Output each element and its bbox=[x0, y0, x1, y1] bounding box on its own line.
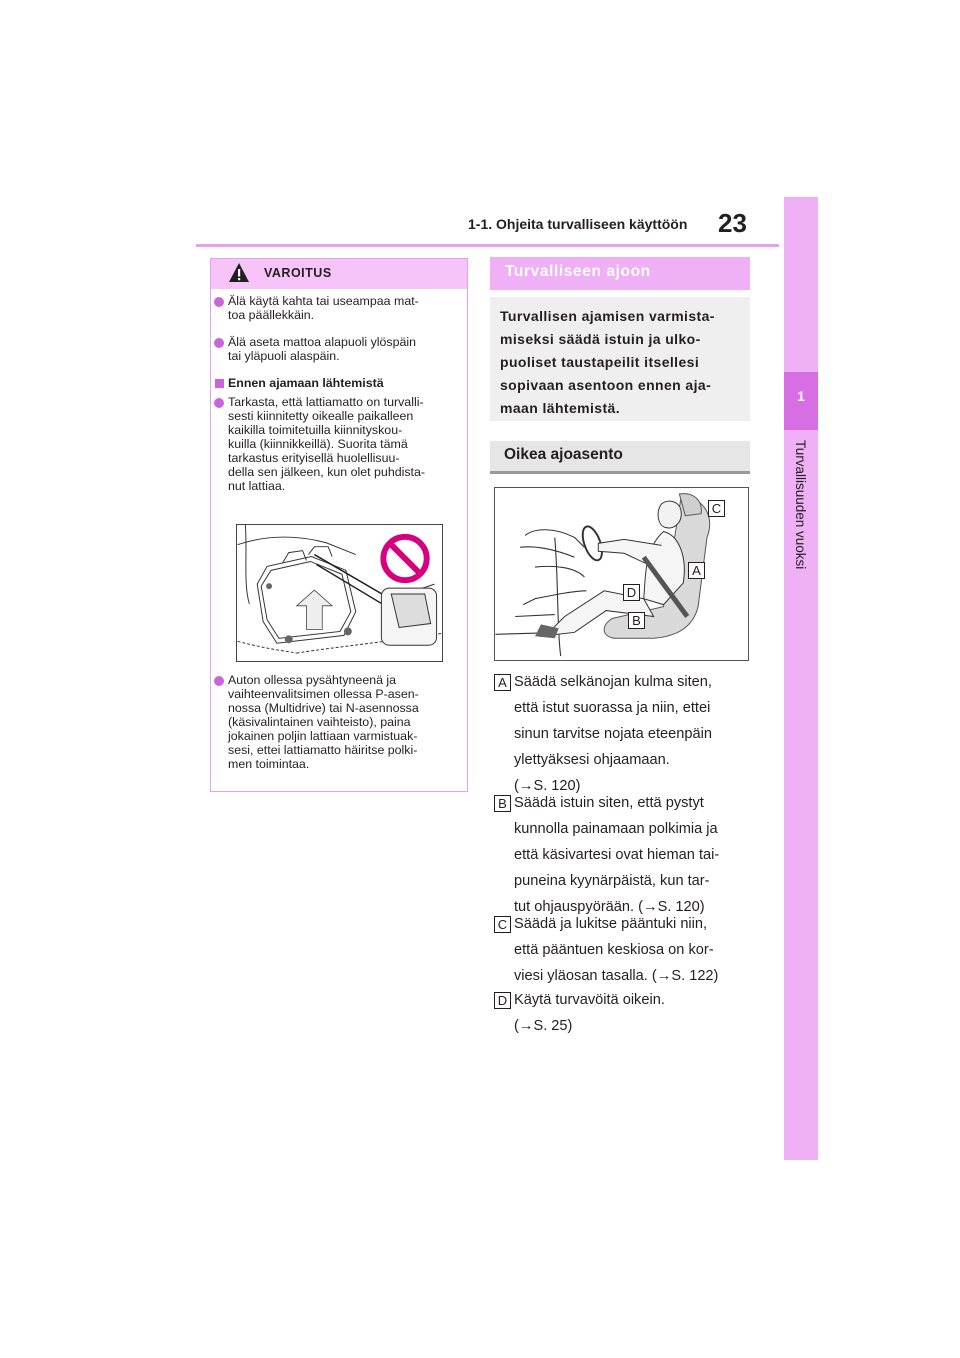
page-number: 23 bbox=[718, 208, 747, 238]
square-bullet-icon bbox=[215, 379, 224, 388]
intro-line-4: sopivaan asentoon ennen aja- bbox=[500, 377, 712, 393]
check-line-2: sesti kiinnitetty oikealle paikalleen bbox=[228, 409, 414, 423]
stop-line-1: Auton ollessa pysähtyneenä ja bbox=[228, 673, 397, 687]
item-d-marker: D bbox=[494, 992, 511, 1009]
check-line-3: kaikilla toimitetuilla kiinnityskou- bbox=[228, 423, 403, 437]
intro-line-2: miseksi säädä istuin ja ulko- bbox=[500, 331, 701, 347]
bullet-icon bbox=[214, 338, 224, 348]
section-title: 1-1. Ohjeita turvalliseen käyttöön bbox=[468, 216, 688, 232]
item-b-line-3: että käsivartesi ovat hieman tai- bbox=[514, 847, 720, 863]
warning-bullet-1-line-1: Älä käytä kahta tai useampaa mat- bbox=[228, 294, 419, 308]
intro-line-3: puoliset taustapeilit itsellesi bbox=[500, 354, 700, 370]
bullet-icon bbox=[214, 676, 224, 686]
item-a-line-4: ylettyäksesi ohjaamaan. bbox=[514, 752, 670, 768]
item-c-line-2: että pääntuen keskiosa on kor- bbox=[514, 942, 714, 958]
drive-heading-text: Turvalliseen ajoon bbox=[505, 263, 651, 280]
intro-line-1: Turvallisen ajamisen varmista- bbox=[500, 308, 715, 324]
intro-text bbox=[500, 305, 745, 420]
stop-line-3: nossa (Multidrive) tai N-asennossa bbox=[228, 701, 419, 715]
item-d-line-1: Käytä turvavöitä oikein. bbox=[514, 992, 665, 1008]
check-line-7: nut lattiaa. bbox=[228, 479, 286, 493]
chapter-number: 1 bbox=[797, 388, 805, 404]
stop-line-2: vaihteenvalitsimen ollessa P-asen- bbox=[228, 687, 419, 701]
warning-subheading: Ennen ajamaan lähtemistä bbox=[228, 376, 384, 390]
chapter-label-container bbox=[765, 440, 837, 640]
bullet-icon bbox=[214, 398, 224, 408]
item-a-line-3: sinun tarvitse nojata eteenpäin bbox=[514, 726, 712, 742]
stop-line-6: sesi, ettei lattiamatto häiritse polki- bbox=[228, 743, 418, 757]
chapter-side-tab bbox=[784, 197, 818, 1160]
item-b-line-5: tut ohjauspyörään. (→S. 120) bbox=[514, 899, 705, 915]
stop-line-7: men toimintaa. bbox=[228, 757, 310, 771]
chapter-label: Turvallisuuden vuoksi bbox=[793, 440, 808, 570]
check-line-4: kuilla (kiinnikkeillä). Suorita tämä bbox=[228, 437, 408, 451]
item-a-line-2: että istut suorassa ja niin, ettei bbox=[514, 700, 711, 716]
figure-label-b: B bbox=[628, 612, 645, 629]
item-c-marker: C bbox=[494, 916, 511, 933]
warning-bullet-2-line-1: Älä aseta mattoa alapuoli ylöspäin bbox=[228, 335, 417, 349]
item-b-line-4: puneina kyynärpäistä, kun tar- bbox=[514, 873, 710, 889]
warning-bullet-1-line-2: toa päällekkäin. bbox=[228, 308, 315, 322]
header-rule bbox=[196, 244, 779, 247]
item-a-line-5: (→S. 120) bbox=[514, 778, 581, 794]
figure-label-a: A bbox=[688, 562, 705, 579]
stop-line-4: (käsivalintainen vaihteisto), paina bbox=[228, 715, 411, 729]
warning-triangle-icon bbox=[228, 262, 250, 284]
item-b-line-2: kunnolla painamaan polkimia ja bbox=[514, 821, 718, 837]
figure-label-c: C bbox=[708, 500, 725, 517]
floor-mat-illustration bbox=[236, 524, 443, 662]
drive-section-heading bbox=[490, 257, 750, 290]
figure-label-d: D bbox=[623, 584, 640, 601]
item-c-line-1: Säädä ja lukitse pääntuki niin, bbox=[514, 916, 708, 932]
item-c-line-3: viesi yläosan tasalla. (→S. 122) bbox=[514, 968, 719, 984]
warning-title: VAROITUS bbox=[264, 266, 332, 280]
stop-line-5: jokainen poljin lattiaan varmistuak- bbox=[228, 729, 418, 743]
warning-bullet-2-line-2: tai yläpuoli alaspäin. bbox=[228, 349, 340, 363]
bullet-icon bbox=[214, 297, 224, 307]
check-line-1: Tarkasta, että lattiamatto on turvalli- bbox=[228, 395, 424, 409]
item-a-line-1: Säädä selkänojan kulma siten, bbox=[514, 674, 712, 690]
check-line-6: della sen jälkeen, kun olet puhdista- bbox=[228, 465, 426, 479]
item-b-marker: B bbox=[494, 795, 511, 812]
check-line-5: tarkastus erityisellä huolellisuu- bbox=[228, 451, 400, 465]
item-a-marker: A bbox=[494, 674, 511, 691]
posture-heading-text: Oikea ajoasento bbox=[504, 446, 623, 463]
item-b-line-1: Säädä istuin siten, että pystyt bbox=[514, 795, 704, 811]
posture-section-heading bbox=[490, 441, 750, 474]
intro-line-5: maan lähtemistä. bbox=[500, 400, 620, 416]
item-d-line-2: (→S. 25) bbox=[514, 1018, 573, 1034]
